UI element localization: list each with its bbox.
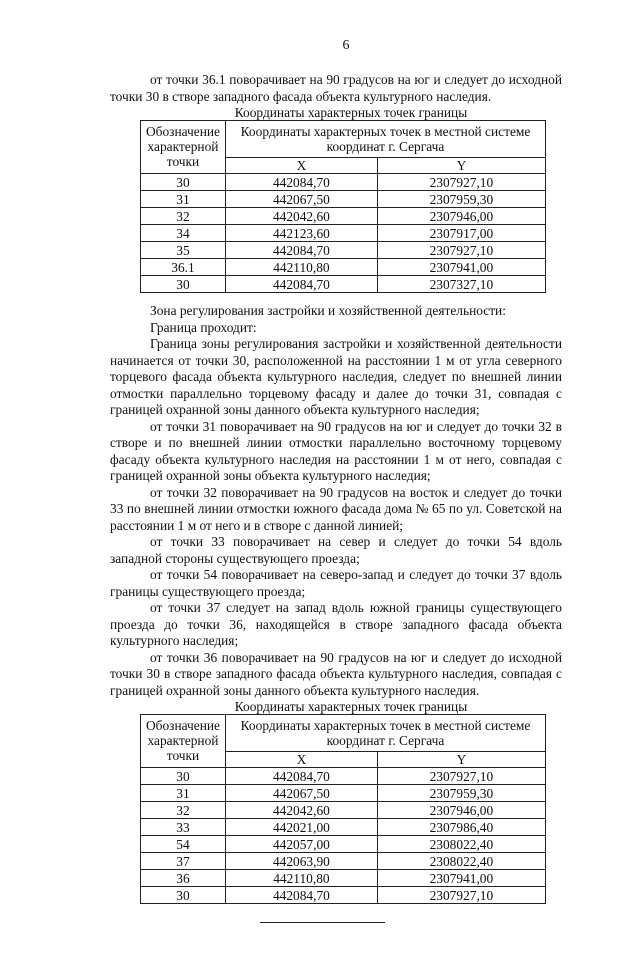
- x-cell: 442021,00: [226, 819, 378, 836]
- header-x: X: [226, 158, 378, 174]
- section-heading: Зона регулирования застройки и хозяйственной деятельности:: [150, 303, 506, 318]
- x-cell: 442110,80: [226, 259, 378, 276]
- table-row: [141, 242, 546, 259]
- header-point: Обозначение характерной точки: [141, 121, 226, 174]
- header-y: Y: [377, 158, 545, 174]
- table-row: [141, 208, 546, 225]
- y-cell: 2307917,00: [377, 225, 545, 242]
- y-cell: 2307986,40: [377, 819, 545, 836]
- header-y: Y: [377, 752, 545, 768]
- table2-caption: Координаты характерных точек границы: [234, 699, 468, 714]
- section-text: [110, 303, 562, 699]
- point-cell: 34: [141, 225, 226, 242]
- point-cell: 31: [141, 191, 226, 208]
- header-coords: Координаты характерных точек в местной системе координат г. Сергача: [226, 121, 546, 158]
- y-cell: 2308022,40: [377, 836, 545, 853]
- table-row: [141, 819, 546, 836]
- coordinates-table-2: [140, 714, 546, 904]
- header-point: Обозначение характерной точки: [141, 715, 226, 768]
- table-row: [141, 870, 546, 887]
- table-row: [141, 887, 546, 904]
- x-cell: 442084,70: [226, 276, 378, 293]
- y-cell: 2307941,00: [377, 870, 545, 887]
- table-row: [141, 802, 546, 819]
- table-row: [141, 276, 546, 293]
- paragraph: от точки 33 поворачивает на север и следует до точки 54 вдоль западной стороны существующего проезда;: [110, 534, 562, 566]
- table-row: [141, 225, 546, 242]
- x-cell: 442042,60: [226, 208, 378, 225]
- point-cell: 37: [141, 853, 226, 870]
- paragraph: от точки 54 поворачивает на северо-запад и следует до точки 37 вдоль границы существующего проезда;: [110, 567, 562, 599]
- x-cell: 442042,60: [226, 802, 378, 819]
- paragraph: Граница зоны регулирования застройки и хозяйственной деятельности начинается от точки 30, расположенной на расстоянии 1 м от угла северного торцевого фасада объекта культурного наследия, следует по внешней линии отмостки параллельно торцевому фасаду и далее до точки 31, совпадая с границей охранной зоны данного объекта культурного наследия;: [110, 336, 562, 417]
- point-cell: 30: [141, 174, 226, 191]
- x-cell: 442067,50: [226, 785, 378, 802]
- table-row: [141, 191, 546, 208]
- table1-caption: Координаты характерных точек границы: [234, 105, 468, 120]
- document-page: [110, 0, 562, 963]
- x-cell: 442084,70: [226, 768, 378, 785]
- paragraph: от точки 37 следует на запад вдоль южной границы существующего проезда до точки 36, находящейся в створе западного фасада объекта культурного наследия;: [110, 600, 562, 648]
- y-cell: 2307927,10: [377, 242, 545, 259]
- paragraph: Граница проходит:: [150, 319, 257, 335]
- y-cell: 2307959,30: [377, 191, 545, 208]
- point-cell: 36: [141, 870, 226, 887]
- point-cell: 30: [141, 768, 226, 785]
- y-cell: 2307927,10: [377, 768, 545, 785]
- table-row: [141, 853, 546, 870]
- y-cell: 2307927,10: [377, 887, 545, 904]
- paragraph: от точки 36.1 поворачивает на 90 градусов на юг и следует до исходной точки 30 в створе западного фасада объекта культурного наследия.: [110, 72, 562, 104]
- header-x: X: [226, 752, 378, 768]
- x-cell: 442057,00: [226, 836, 378, 853]
- point-cell: 30: [141, 276, 226, 293]
- paragraph: от точки 32 поворачивает на 90 градусов на восток и следует до точки 33 по внешней линии отмостки южного фасада дома № 65 по ул. Советской на расстоянии 1 м от него и в створе с данной линией;: [110, 484, 562, 533]
- paragraph: от точки 31 поворачивает на 90 градусов на юг и следует до точки 32 в створе и по внешней линии отмостки параллельно восточному торцевому фасаду объекта культурного наследия на расстоянии 1 м от него, совпадая с границей охранной зоны объекта культурного наследия;: [110, 418, 562, 483]
- table-row: [141, 836, 546, 853]
- table-row: [141, 174, 546, 191]
- point-cell: 32: [141, 802, 226, 819]
- table-row: [141, 259, 546, 276]
- intro-paragraph: [110, 72, 562, 105]
- x-cell: 442063,90: [226, 853, 378, 870]
- point-cell: 36.1: [141, 259, 226, 276]
- y-cell: 2307946,00: [377, 802, 545, 819]
- point-cell: 30: [141, 887, 226, 904]
- paragraph: от точки 36 поворачивает на 90 градусов на юг и следует до исходной точки 30 в створе западного фасада объекта культурного наследия, совпадая с границей охранной зоны данного объекта культурного наследия.: [110, 649, 562, 698]
- y-cell: 2307927,10: [377, 174, 545, 191]
- x-cell: 442110,80: [226, 870, 378, 887]
- y-cell: 2307946,00: [377, 208, 545, 225]
- x-cell: 442123,60: [226, 225, 378, 242]
- y-cell: 2307959,30: [377, 785, 545, 802]
- point-cell: 31: [141, 785, 226, 802]
- point-cell: 33: [141, 819, 226, 836]
- x-cell: 442084,70: [226, 174, 378, 191]
- footer-divider: [260, 922, 385, 923]
- table-row: [141, 768, 546, 785]
- table-row: [141, 785, 546, 802]
- point-cell: 32: [141, 208, 226, 225]
- x-cell: 442067,50: [226, 191, 378, 208]
- header-coords: Координаты характерных точек в местной системе координат г. Сергача: [226, 715, 546, 752]
- y-cell: 2307941,00: [377, 259, 545, 276]
- x-cell: 442084,70: [226, 242, 378, 259]
- coordinates-table-1: [140, 120, 546, 293]
- x-cell: 442084,70: [226, 887, 378, 904]
- page-number: 6: [342, 38, 350, 53]
- point-cell: 54: [141, 836, 226, 853]
- point-cell: 35: [141, 242, 226, 259]
- y-cell: 2307327,10: [377, 276, 545, 293]
- y-cell: 2308022,40: [377, 853, 545, 870]
